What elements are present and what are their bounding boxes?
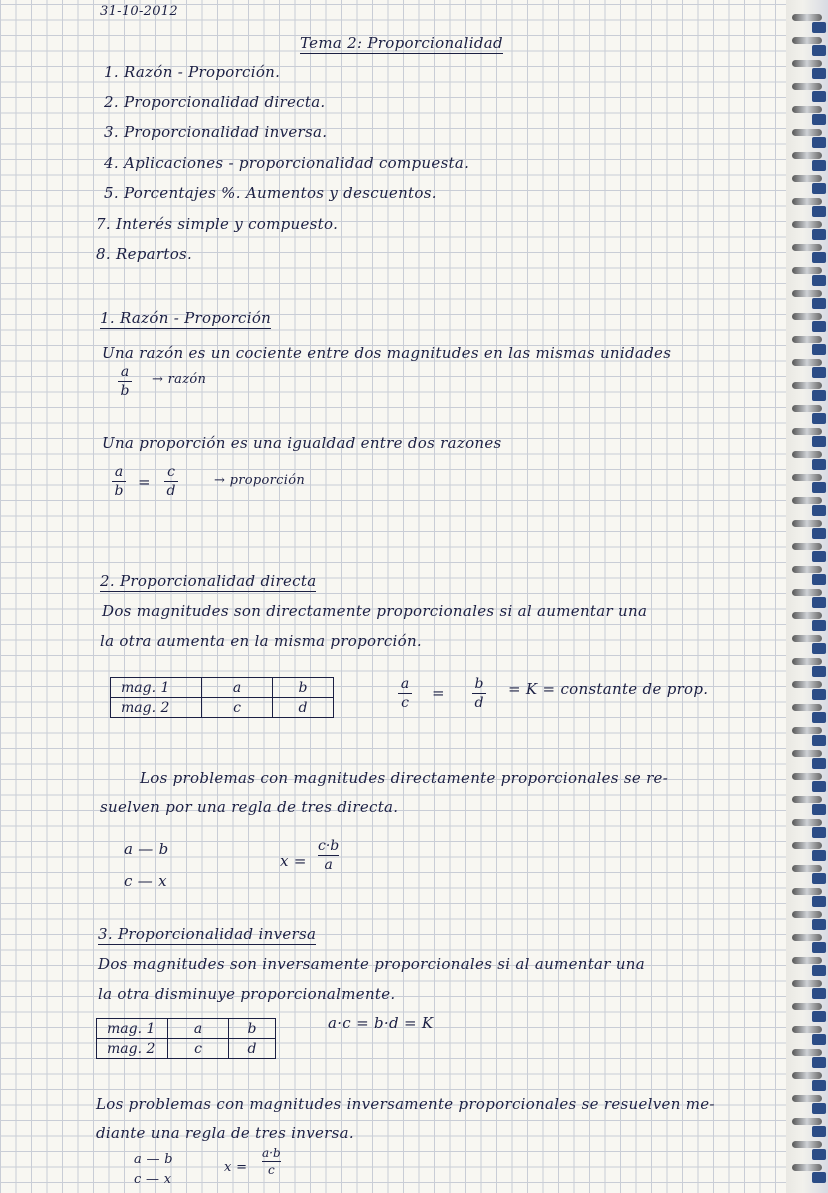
binding-tab [812,45,826,56]
binding-tab [812,505,826,516]
binding-tab [812,367,826,378]
spiral-ring [792,543,822,550]
table-row [97,1019,276,1039]
spiral-ring [792,106,822,113]
spiral-ring [792,405,822,412]
spiral-ring [792,911,822,918]
table-cell: d [273,698,334,718]
toc-item: 1. Razón - Proporción. [104,63,281,81]
spiral-ring [792,244,822,251]
rule-of-three-inverse-row1: a — b [134,1152,173,1167]
spiral-ring [792,198,822,205]
spiral-ring [792,1003,822,1010]
binding-tab [812,896,826,907]
binding-tab [812,482,826,493]
x-equals: x = [224,1160,248,1175]
spiral-ring [792,83,822,90]
spiral-ring [792,796,822,803]
binding-tab [812,850,826,861]
rule-of-three-row2: c — x [124,872,167,890]
s2-definition-line2: la otra aumenta en la misma proporción. [100,632,422,650]
toc-item: 7. Interés simple y compuesto. [96,215,339,233]
table-row [111,698,334,718]
spiral-ring [792,336,822,343]
binding-tab [812,804,826,815]
equals-sign: = [432,684,445,702]
spiral-ring [792,359,822,366]
s3-definition-line2: la otra disminuye proporcionalmente. [98,985,396,1003]
spiral-ring [792,313,822,320]
spiral-ring [792,773,822,780]
binding-tab [812,712,826,723]
direct-fraction-right: b d [472,676,486,711]
spiral-ring [792,451,822,458]
binding-tab [812,528,826,539]
binding-tab [812,689,826,700]
spiral-ring [792,1026,822,1033]
table-cell: b [229,1019,276,1039]
direct-fraction-left: a c [398,676,412,711]
binding-tab [812,1103,826,1114]
ratio-fraction: a b [118,364,132,399]
binding-tab [812,68,826,79]
spiral-ring [792,704,822,711]
table-cell: mag. 1 [97,1019,168,1039]
binding-tab [812,298,826,309]
binding-tab [812,666,826,677]
binding-tab [812,275,826,286]
equals-sign: = [138,473,151,491]
spiral-ring [792,681,822,688]
binding-tab [812,252,826,263]
page-title: Tema 2: Proporcionalidad [300,34,503,52]
s3-rule-line1: Los problemas con magnitudes inversamente proporcionales se resuelven me- [96,1095,715,1113]
binding-tab [812,597,826,608]
spiral-ring [792,474,822,481]
binding-tab [812,183,826,194]
table-cell: c [168,1039,229,1059]
toc-item: 5. Porcentajes %. Aumentos y descuentos. [104,184,437,202]
spiral-ring [792,129,822,136]
spiral-ring [792,1118,822,1125]
spiral-ring [792,1141,822,1148]
inverse-solution-fraction: a·b c [262,1146,281,1177]
spiral-ring [792,290,822,297]
spiral-ring [792,1095,822,1102]
x-equals: x = [280,852,307,870]
date: 31-10-2012 [100,4,178,19]
toc-item: 4. Aplicaciones - proporcionalidad compuesta. [104,154,470,172]
spiral-ring [792,957,822,964]
spiral-ring [792,612,822,619]
spiral-ring [792,14,822,21]
spiral-ring [792,819,822,826]
spiral-ring [792,934,822,941]
binding-tab [812,114,826,125]
table-cell: c [202,698,273,718]
direct-solution-fraction: c·b a [318,838,340,873]
spiral-ring [792,727,822,734]
binding-tab [812,758,826,769]
binding-tab [812,781,826,792]
spiral-ring [792,888,822,895]
proportion-fraction-left: a b [112,464,126,499]
binding-tab [812,942,826,953]
binding-tab [812,1172,826,1183]
table-cell: a [202,678,273,698]
s2-definition-line1: Dos magnitudes son directamente proporcionales si al aumentar una [102,602,648,620]
spiral-ring [792,37,822,44]
table-row [97,1039,276,1059]
binding-tab [812,1057,826,1068]
binding-tab [812,344,826,355]
binding-tab [812,137,826,148]
binding-tab [812,413,826,424]
binding-tab [812,1149,826,1160]
rule-of-three-row1: a — b [124,840,169,858]
spiral-ring [792,1072,822,1079]
binding-tab [812,1126,826,1137]
binding-tab [812,1080,826,1091]
binding-tab [812,620,826,631]
spiral-ring [792,60,822,67]
table-cell: mag. 2 [97,1039,168,1059]
spiral-ring [792,842,822,849]
binding-tab [812,22,826,33]
direct-table [110,677,334,718]
inverse-table [96,1018,276,1059]
spiral-ring [792,267,822,274]
inverse-formula: a·c = b·d = K [328,1014,434,1032]
binding-tab [812,160,826,171]
binding-tab [812,436,826,447]
binding-tab [812,390,826,401]
s2-rule-line1: Los problemas con magnitudes directamente proporcionales se re- [140,769,669,787]
binding-tab [812,1011,826,1022]
binding-tab [812,206,826,217]
binding-tab [812,321,826,332]
binding-tab [812,229,826,240]
binding-tab [812,919,826,930]
binding-tab [812,459,826,470]
binding-tab [812,574,826,585]
spiral-ring [792,175,822,182]
s2-rule-line2: suelven por una regla de tres directa. [100,798,399,816]
rule-of-three-inverse-row2: c — x [134,1172,172,1187]
table-row [111,678,334,698]
spiral-binding [786,0,828,1193]
spiral-ring [792,1164,822,1171]
binding-tab [812,1034,826,1045]
binding-tab [812,735,826,746]
spiral-ring [792,497,822,504]
spiral-ring [792,658,822,665]
binding-tab [812,873,826,884]
spiral-ring [792,428,822,435]
spiral-ring [792,520,822,527]
s1-definition-proportion: Una proporción es una igualdad entre dos razones [102,434,502,452]
section3-heading: 3. Proporcionalidad inversa [98,925,317,943]
table-cell: d [229,1039,276,1059]
spiral-ring [792,1049,822,1056]
table-cell: mag. 1 [111,678,202,698]
s3-rule-line2: diante una regla de tres inversa. [96,1124,354,1142]
binding-tab [812,965,826,976]
s3-definition-line1: Dos magnitudes son inversamente proporcionales si al aumentar una [98,955,645,973]
spiral-ring [792,382,822,389]
proportion-fraction-right: c d [164,464,178,499]
toc-item: 8. Repartos. [96,245,193,263]
binding-tab [812,988,826,999]
toc-item: 2. Proporcionalidad directa. [104,93,326,111]
spiral-ring [792,980,822,987]
table-cell: a [168,1019,229,1039]
spiral-ring [792,865,822,872]
binding-tab [812,643,826,654]
spiral-ring [792,635,822,642]
binding-tab [812,91,826,102]
spiral-ring [792,221,822,228]
constant-of-proportionality: = K = constante de prop. [508,680,709,698]
table-cell: b [273,678,334,698]
toc-item: 3. Proporcionalidad inversa. [104,123,328,141]
binding-tab [812,827,826,838]
spiral-ring [792,152,822,159]
binding-tab [812,551,826,562]
table-cell: mag. 2 [111,698,202,718]
spiral-ring [792,566,822,573]
section1-heading: 1. Razón - Proporción [100,309,272,327]
ratio-label: → razón [152,372,207,387]
section2-heading: 2. Proporcionalidad directa [100,572,317,590]
s1-definition-ratio: Una razón es un cociente entre dos magnitudes en las mismas unidades [102,344,672,362]
spiral-ring [792,750,822,757]
spiral-ring [792,589,822,596]
proportion-label: → proporción [214,473,305,488]
